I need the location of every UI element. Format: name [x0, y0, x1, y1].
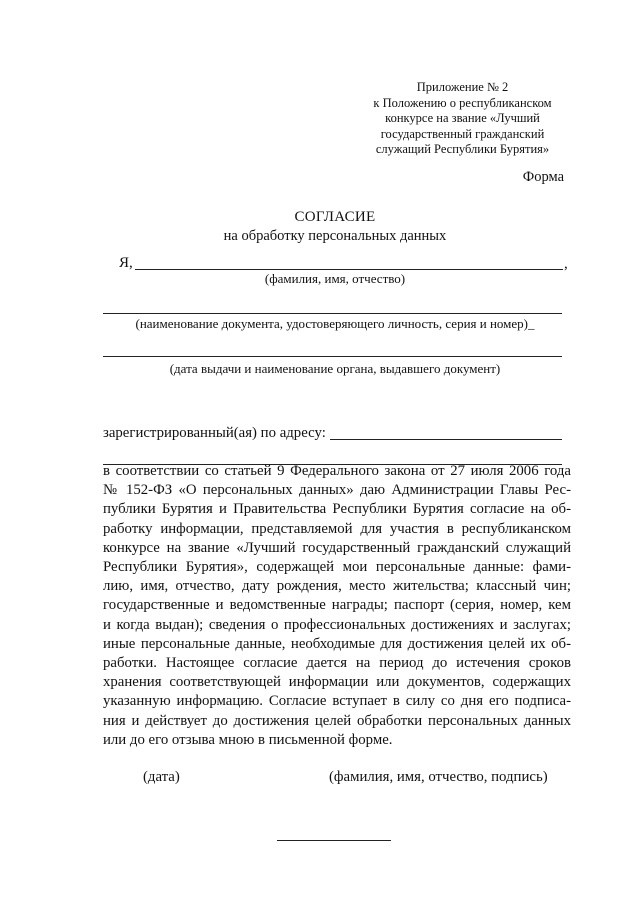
consent-body — [103, 462, 571, 750]
ya-label: Я, — [119, 255, 133, 271]
appendix-line: конкурсе на звание «Лучший — [385, 111, 540, 125]
fio-line[interactable] — [135, 269, 563, 270]
document-caption: (наименование документа, удостоверяющего личность, серия и номер)_ — [135, 316, 535, 331]
body-line: хранения соответствующей информации или документов, содержащих — [103, 674, 571, 691]
appendix-line: служащий Республики Бурятия» — [375, 142, 550, 156]
address-line[interactable] — [330, 439, 562, 440]
bottom-separator — [277, 840, 391, 841]
signature-caption: (фамилия, имя, отчество, подпись) — [329, 769, 548, 785]
body-line: или до его отзыва мною в письменной форме. — [103, 731, 393, 748]
body-line: работку информации, представляемой для участия в республиканском — [103, 520, 571, 537]
fio-caption: (фамилия, имя, отчество) — [264, 271, 406, 286]
body-line: Республики Бурятия», содержащей мои персональные данные: фами- — [103, 559, 571, 576]
body-line: указанную информацию. Согласие вступает в силу со дня его подписа- — [103, 693, 571, 710]
issue-caption: (дата выдачи и наименование органа, выдавшего документ) — [169, 361, 501, 376]
body-line: работки. Настоящее согласие дается на период до истечения сроков — [103, 655, 571, 672]
body-line: иные персональные данные, необходимые для достижения целей их об- — [103, 635, 571, 652]
document-subtitle: на обработку персональных данных — [223, 228, 447, 244]
registered-label: зарегистрированный(ая) по адресу: — [103, 425, 326, 441]
comma: , — [564, 256, 568, 272]
appendix-line: Приложение № 2 — [416, 80, 509, 94]
document-title: СОГЛАСИЕ — [294, 209, 376, 225]
document-line[interactable] — [103, 313, 562, 314]
body-line: государственные и ведомственные награды; паспорт (серия, номер, кем — [103, 597, 571, 614]
body-line: № 152-ФЗ «О персональных данных» даю Администрации Главы Рес- — [103, 482, 571, 499]
body-line: конкурсе на звание «Лучший государственный гражданский служащий — [103, 539, 571, 556]
appendix-header — [360, 80, 565, 158]
body-line: ния и действует до достижения целей обработки персональных данных — [103, 712, 571, 729]
appendix-line: государственный гражданский — [380, 126, 545, 141]
date-caption: (дата) — [143, 769, 180, 785]
body-line: публики Бурятия и Правительства Республики Бурятия согласие на об- — [103, 501, 571, 518]
issue-line[interactable] — [103, 356, 562, 357]
body-line: в соответствии со статьей 9 Федерального закона от 27 июля 2006 года — [103, 463, 571, 479]
appendix-line: к Положению о республиканском — [373, 95, 552, 110]
body-line: лию, имя, отчество, дату рождения, место жительства; классный чин; — [103, 578, 571, 595]
body-line: и когда выдан); сведения о профессиональных достижениях и заслугах; — [103, 616, 571, 633]
form-label: Форма — [522, 169, 564, 185]
